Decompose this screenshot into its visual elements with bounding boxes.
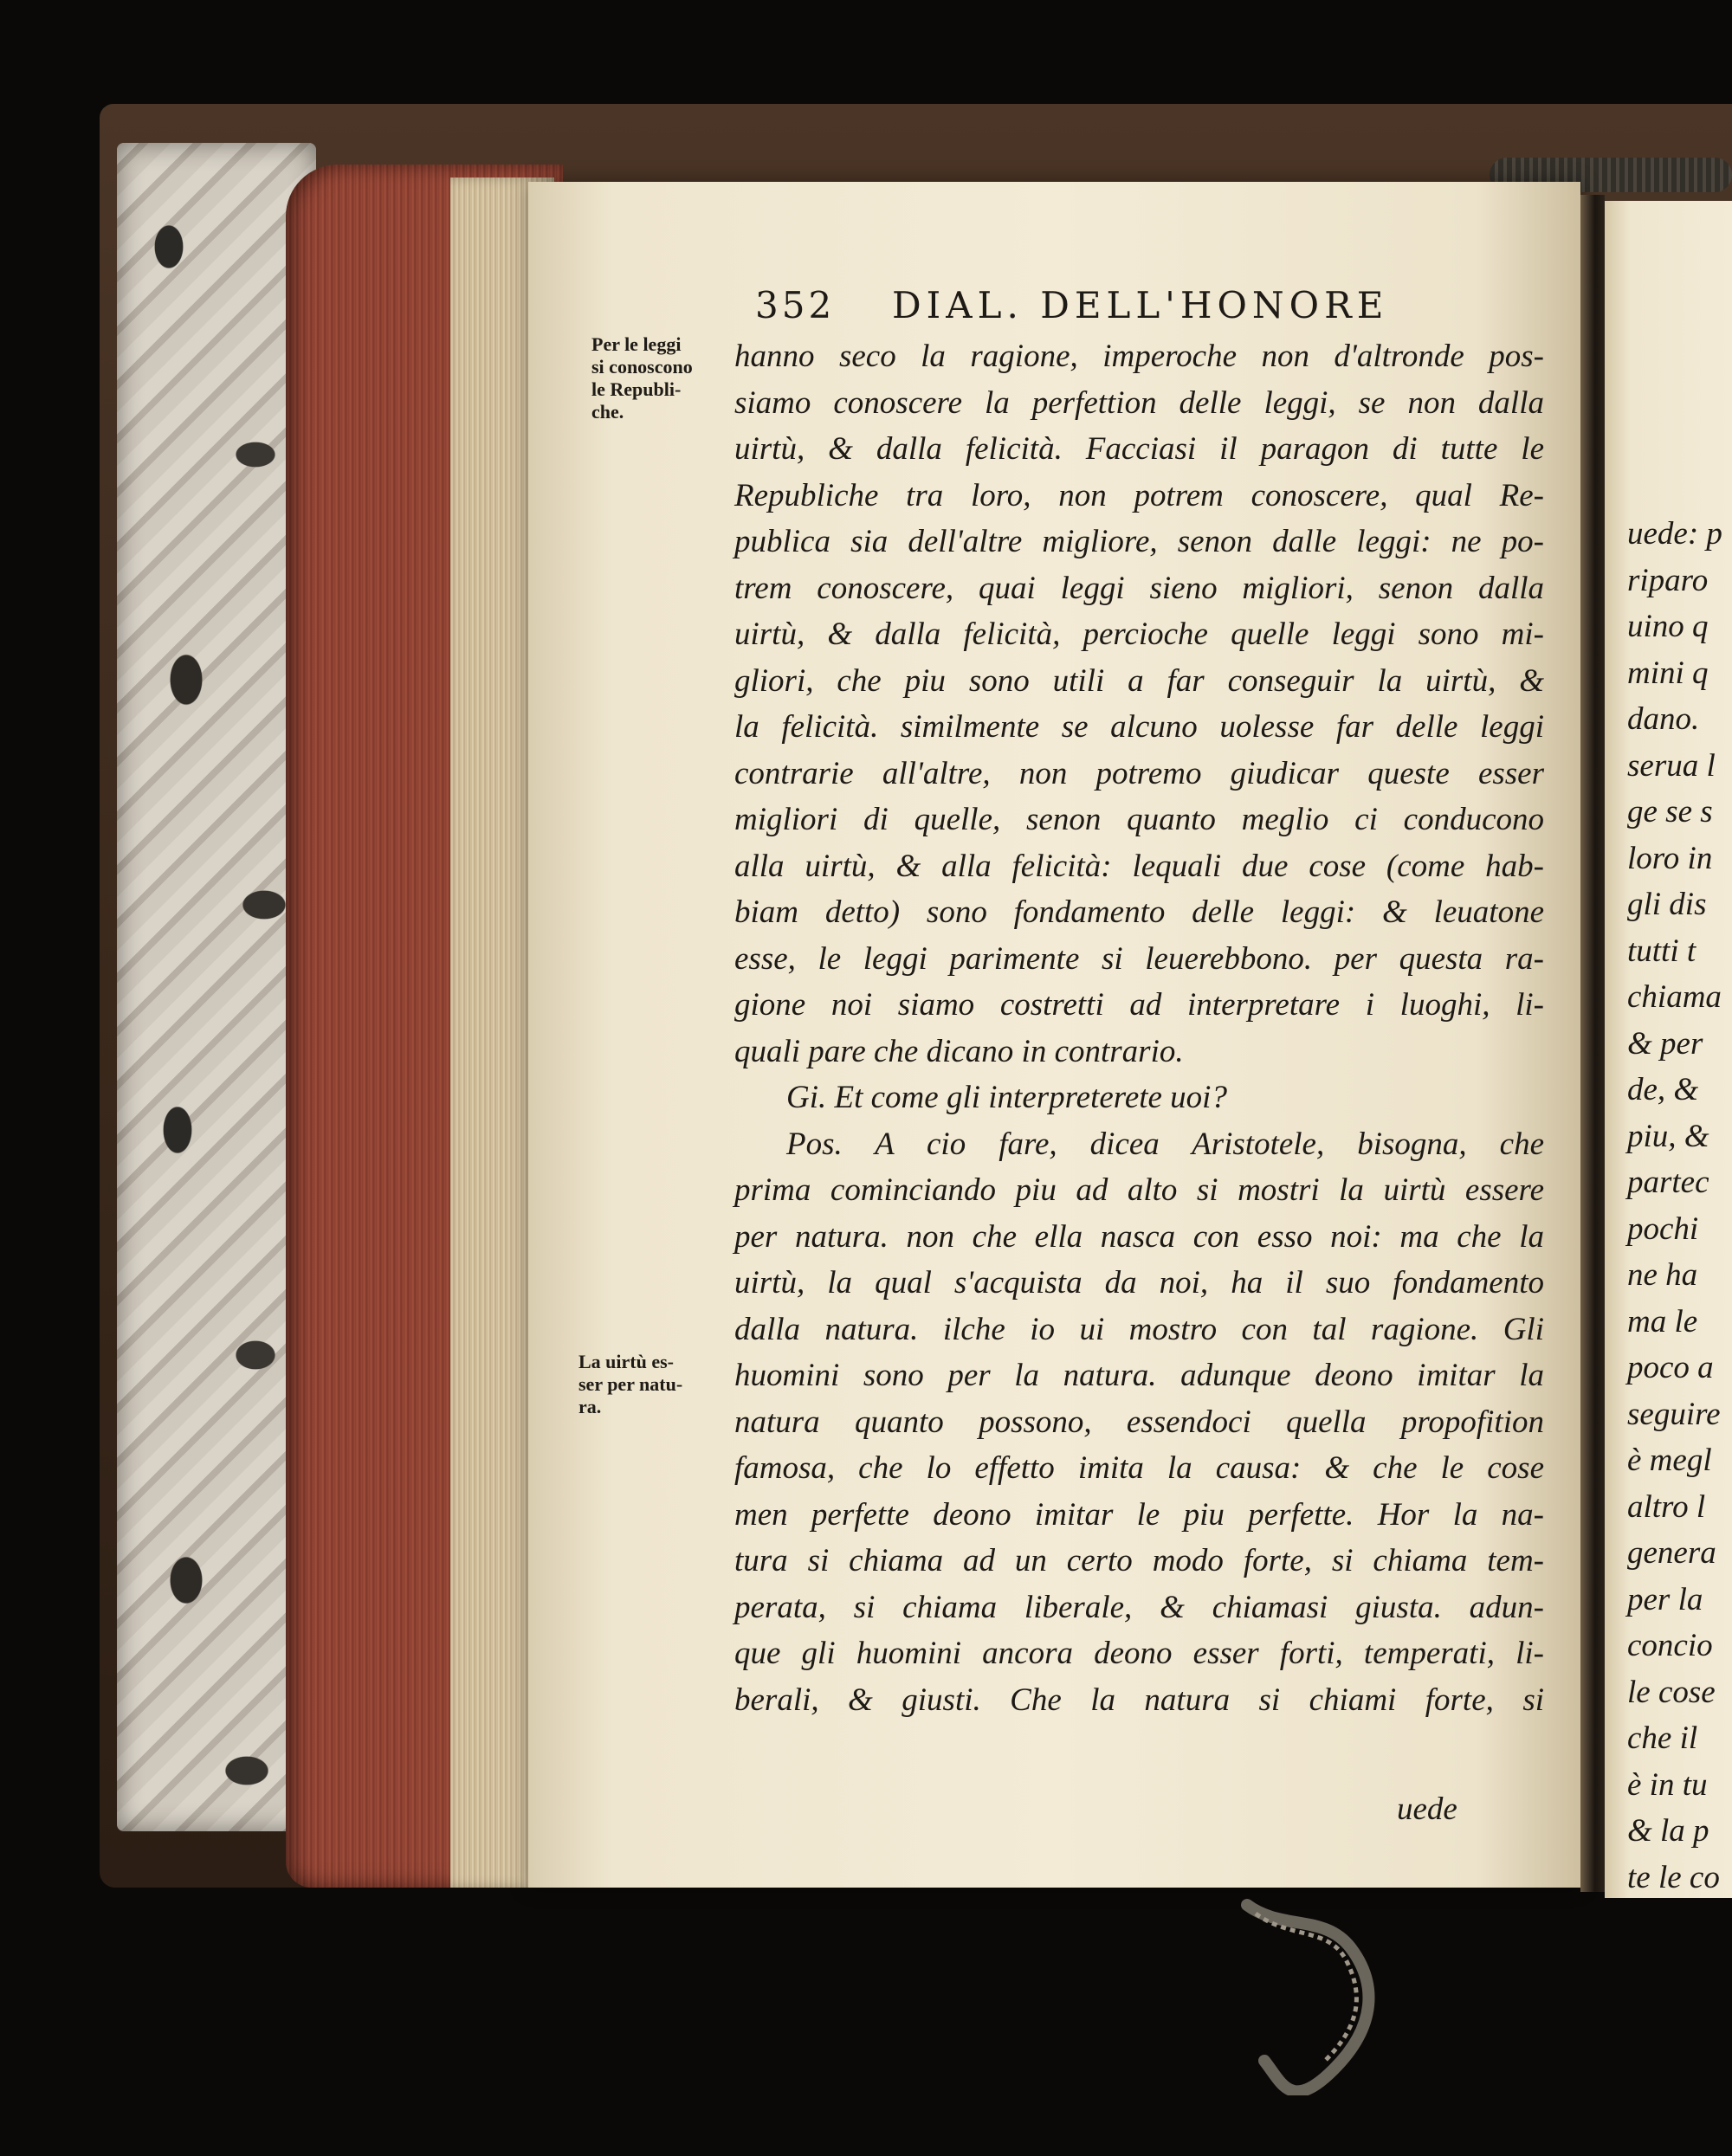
marginal-note-line: Per le leggi	[591, 333, 682, 355]
right-line: de, &	[1627, 1072, 1699, 1107]
text-line: biam detto) sono fondamento delle leggi: & leuatone	[734, 894, 1544, 930]
right-line: concio	[1627, 1628, 1713, 1663]
text-line: dalla natura. ilche io ui mostro con tal ragione. Gli	[734, 1311, 1544, 1347]
text-line: huomini sono per la natura. adunque deono imitar la	[734, 1358, 1544, 1393]
right-line: ge se s	[1627, 794, 1713, 829]
right-line: è megl	[1627, 1443, 1712, 1478]
right-line: ma le	[1627, 1303, 1698, 1339]
right-line: uede: p	[1627, 516, 1722, 552]
page-number: 352	[755, 284, 836, 326]
marginal-note	[591, 333, 693, 423]
text-line: siamo conoscere la perfettion delle leggi, se non dalla	[734, 384, 1544, 421]
text-line: uirtù, & dalla felicità, percioche quelle leggi sono mi-	[734, 616, 1544, 652]
right-line: per la	[1627, 1581, 1703, 1617]
right-line: poco a	[1627, 1350, 1714, 1385]
text-line: migliori di quelle, senon quanto meglio ci conducono	[734, 802, 1544, 837]
text-line: perata, si chiama liberale, & chiamasi giusta. adun-	[734, 1589, 1544, 1625]
right-line: le cose	[1627, 1674, 1716, 1710]
text-line: publica sia dell'altre migliore, senon dalle leggi: ne po-	[734, 524, 1544, 559]
right-line: che il	[1627, 1720, 1698, 1756]
text-line: trem conoscere, quai leggi sieno migliori, senon dalla	[734, 570, 1544, 606]
right-page	[1605, 201, 1732, 1898]
marginal-note	[578, 1351, 682, 1418]
text-line: men perfette deono imitar le piu perfette. Hor la na-	[734, 1496, 1544, 1533]
marginal-note-line: ser per natu-	[578, 1373, 683, 1395]
right-line: riparo	[1627, 562, 1709, 598]
marginal-note-line: si conoscono	[591, 356, 693, 378]
text-line: contrarie all'altre, non potremo giudicar queste esser	[734, 755, 1544, 791]
text-line: natura quanto possono, essendoci quella propofition	[734, 1404, 1544, 1440]
right-line: serua l	[1627, 747, 1716, 784]
marginal-note-line: La uirtù es-	[578, 1351, 674, 1372]
right-line: & la p	[1627, 1813, 1709, 1849]
text-line: uirtù, la qual s'acquista da noi, ha il suo fondamento	[734, 1265, 1544, 1301]
text-line: Pos. A cio fare, dicea Aristotele, bisogna, che	[786, 1126, 1544, 1162]
right-line: mini q	[1627, 655, 1709, 691]
marginal-note-line: che.	[591, 401, 624, 423]
right-line: pochi	[1627, 1210, 1699, 1247]
text-line: per natura. non che ella nasca con esso noi: ma che la	[734, 1218, 1544, 1255]
text-line: hanno seco la ragione, imperoche non d'altronde pos-	[734, 339, 1544, 374]
text-line: Republiche tra loro, non potrem conoscere, qual Re-	[734, 477, 1544, 513]
text-line: quali pare che dicano in contrario.	[734, 1033, 1184, 1069]
text-line: Gi. Et come gli interpreterete uoi?	[786, 1080, 1227, 1115]
body-text	[734, 333, 1544, 1723]
text-line: alla uirtù, & alla felicità: lequali due cose (come hab-	[734, 848, 1544, 884]
text-line: prima cominciando piu ad alto si mostri la uirtù essere	[734, 1172, 1544, 1208]
right-line: gli dis	[1627, 887, 1707, 922]
right-line: piu, &	[1627, 1118, 1709, 1154]
right-line: te le co	[1627, 1859, 1720, 1895]
right-line: altro l	[1627, 1488, 1706, 1525]
right-line: partec	[1627, 1165, 1709, 1200]
text-line: la felicità. similmente se alcuno uolesse far delle leggi	[734, 709, 1544, 745]
marginal-note-line: ra.	[578, 1396, 602, 1417]
text-line: esse, le leggi parimente si leuerebbono. per questa ra-	[734, 940, 1544, 977]
right-line: genera	[1627, 1535, 1716, 1571]
text-line: tura si chiama ad un certo modo forte, si chiama tem-	[734, 1543, 1544, 1578]
text-line: gliori, che piu sono utili a far conseguir la uirtù, &	[734, 662, 1544, 699]
running-title: DIAL. DELL'HONORE	[892, 284, 1389, 326]
text-line: gione noi siamo costretti ad interpretare i luoghi, li-	[734, 987, 1544, 1023]
right-line: seguire	[1627, 1396, 1721, 1432]
right-line: uino q	[1627, 609, 1709, 644]
right-line: dano.	[1627, 701, 1700, 737]
right-line: ne ha	[1627, 1257, 1698, 1293]
text-line: famosa, che lo effetto imita la causa: & che le cose	[734, 1450, 1544, 1486]
right-line: chiama	[1627, 979, 1722, 1015]
right-line: tutti t	[1627, 933, 1696, 969]
right-line: loro in	[1627, 840, 1713, 876]
text-line: uirtù, & dalla felicità. Facciasi il paragon di tutte le	[734, 431, 1544, 467]
gutter	[1580, 195, 1605, 1892]
catchword: uede	[1397, 1791, 1457, 1827]
right-page-text	[1605, 511, 1722, 1898]
marginal-note-line: le Republi-	[591, 378, 682, 400]
right-line: & per	[1627, 1025, 1703, 1062]
text-line: que gli huomini ancora deono esser forti, temperati, li-	[734, 1636, 1544, 1671]
bookmark-ribbon-icon	[1230, 1896, 1394, 2095]
right-line: è in tu	[1627, 1766, 1708, 1803]
text-line: berali, & giusti. Che la natura si chiami forte, si	[734, 1682, 1544, 1718]
